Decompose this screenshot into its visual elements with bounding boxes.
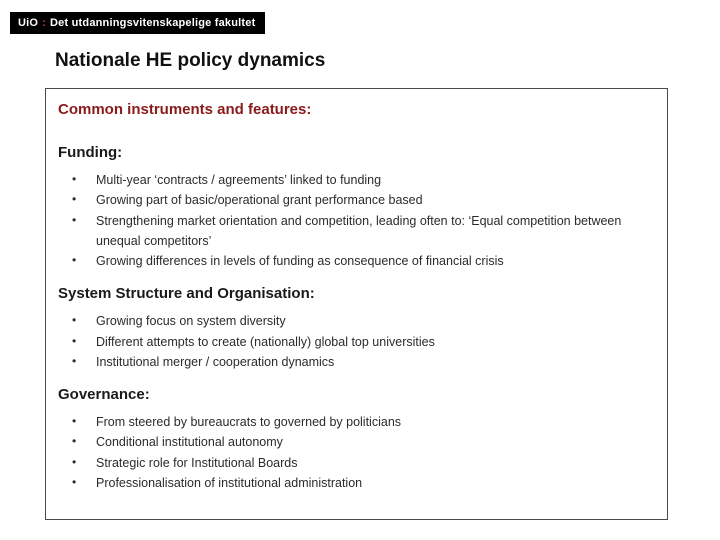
bullet-item bbox=[58, 432, 651, 452]
bullet-marker: • bbox=[72, 253, 77, 267]
bullet-text: Strategic role for Institutional Boards bbox=[96, 455, 298, 470]
content-box bbox=[45, 88, 668, 520]
section-heading-system-structure: System Structure and Organisation: bbox=[58, 285, 315, 303]
bullet-marker: • bbox=[72, 414, 77, 428]
section-system-structure bbox=[58, 285, 651, 372]
bullet-item bbox=[58, 453, 651, 473]
bullet-item bbox=[58, 211, 651, 252]
bullet-item bbox=[58, 473, 651, 493]
bullet-marker: • bbox=[72, 474, 77, 489]
section-heading-funding: Funding: bbox=[58, 144, 123, 161]
bullet-marker: • bbox=[72, 454, 77, 469]
bullet-marker: • bbox=[72, 172, 77, 186]
bullet-marker: • bbox=[72, 313, 77, 328]
bullet-item bbox=[58, 352, 651, 372]
bullet-text: Professionalisation of institutional administration bbox=[96, 475, 363, 490]
bullet-item bbox=[58, 311, 651, 331]
bullet-list-funding bbox=[58, 170, 651, 271]
section-governance bbox=[58, 386, 651, 493]
bullet-text: Conditional institutional autonomy bbox=[96, 435, 283, 450]
bullet-marker: • bbox=[72, 333, 77, 348]
box-heading: Common instruments and features: bbox=[58, 101, 312, 118]
uio-logo bbox=[10, 12, 265, 34]
logo-colon-mark: : bbox=[42, 17, 47, 29]
bullet-item bbox=[58, 412, 651, 432]
bullet-item bbox=[58, 332, 651, 352]
bullet-text: Multi-year ‘contracts / agreements’ linked to funding bbox=[96, 173, 382, 187]
bullet-text: Strengthening market orientation and competition, leading often to: ‘Equal competition between unequal competitors’ bbox=[96, 213, 622, 248]
bullet-marker: • bbox=[72, 434, 77, 449]
bullet-item bbox=[58, 190, 651, 210]
bullet-list-system-structure bbox=[58, 311, 651, 372]
slide-title: Nationale HE policy dynamics bbox=[55, 50, 326, 71]
bullet-marker: • bbox=[72, 212, 77, 227]
bullet-item bbox=[58, 170, 651, 190]
bullet-list-governance bbox=[58, 412, 651, 493]
bullet-text: Growing focus on system diversity bbox=[96, 314, 286, 329]
bullet-text: Growing differences in levels of funding as consequence of financial crisis bbox=[96, 254, 504, 268]
bullet-text: From steered by bureaucrats to governed by politicians bbox=[96, 415, 402, 429]
bullet-text: Growing part of basic/operational grant performance based bbox=[96, 193, 423, 208]
bullet-item bbox=[58, 251, 651, 271]
section-funding bbox=[58, 144, 651, 271]
logo-uio-text: UiO bbox=[18, 17, 39, 29]
bullet-text: Institutional merger / cooperation dynamics bbox=[96, 354, 335, 369]
bullet-marker: • bbox=[72, 353, 77, 368]
section-heading-governance: Governance: bbox=[58, 386, 150, 403]
bullet-text: Different attempts to create (nationally) global top universities bbox=[96, 334, 435, 349]
logo-faculty-name: Det utdanningsvitenskapelige fakultet bbox=[50, 17, 256, 29]
bullet-marker: • bbox=[72, 192, 77, 207]
